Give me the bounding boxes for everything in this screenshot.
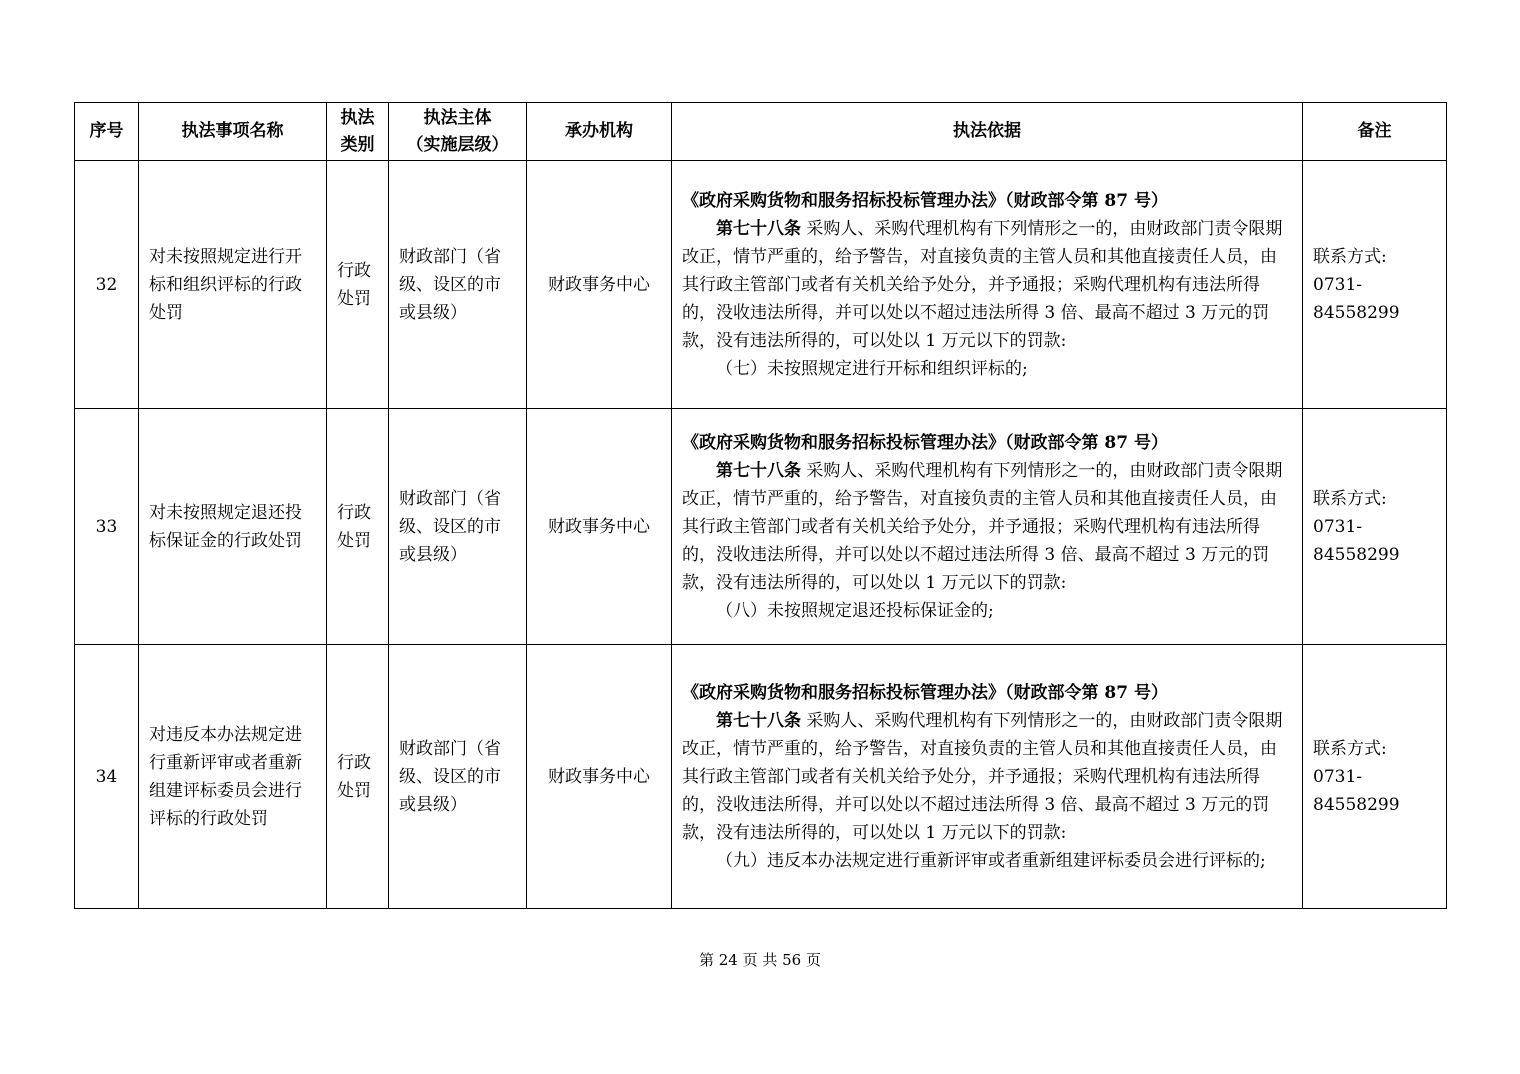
row-agency: 财政事务中心 (527, 161, 672, 409)
row-no: 32 (75, 161, 139, 409)
row-remark (1303, 645, 1447, 909)
row-no: 33 (75, 409, 139, 645)
table-row (75, 161, 1447, 409)
article-paragraph (682, 215, 1292, 355)
article-number: 第七十八条 (716, 218, 801, 239)
row-name: 对违反本办法规定进行重新评审或者重新组建评标委员会进行评标的行政处罚 (139, 645, 327, 909)
row-subject: 财政部门（省级、设区的市或县级） (389, 161, 527, 409)
article-item: （七）未按照规定进行开标和组织评标的; (716, 358, 1028, 379)
table-row (75, 409, 1447, 645)
row-subject: 财政部门（省级、设区的市或县级） (389, 645, 527, 909)
remark-phone: 0731-84558299 (1313, 274, 1400, 323)
row-agency: 财政事务中心 (527, 645, 672, 909)
header-row (75, 103, 1447, 161)
header-name: 执法事项名称 (139, 103, 327, 161)
article-text: 采购人、采购代理机构有下列情形之一的，由财政部门责令限期改正，情节严重的，给予警告，对直接负责的主管人员和其他直接责任人员，由其行政主管部门或者有关机关给予处分，并予通报；采购代理机构有违法所得的，没收违法所得，并可以处以不超过违法所得 3 倍、最高不超过 3 万元的罚款，没有违法所得的，可以处以 1 万元以下的罚款: (682, 460, 1283, 593)
remark-phone: 0731-84558299 (1313, 516, 1400, 565)
remark-label: 联系方式: (1313, 488, 1387, 509)
article-item: （九）违反本办法规定进行重新评审或者重新组建评标委员会进行评标的; (716, 850, 1266, 871)
article-text: 采购人、采购代理机构有下列情形之一的，由财政部门责令限期改正，情节严重的，给予警告，对直接负责的主管人员和其他直接责任人员，由其行政主管部门或者有关机关给予处分，并予通报；采购代理机构有违法所得的，没收违法所得，并可以处以不超过违法所得 3 倍、最高不超过 3 万元的罚款，没有违法所得的，可以处以 1 万元以下的罚款: (682, 710, 1283, 843)
page-footer: 第 24 页 共 56 页 (698, 951, 821, 969)
row-remark (1303, 409, 1447, 645)
header-basis: 执法依据 (672, 103, 1303, 161)
article-item: （八）未按照规定退还投标保证金的; (716, 600, 994, 621)
law-title: 《政府采购货物和服务招标投标管理办法》（财政部令第 87 号） (682, 190, 1168, 211)
remark-label: 联系方式: (1313, 246, 1387, 267)
row-basis (672, 645, 1303, 909)
row-basis (672, 161, 1303, 409)
row-name: 对未按照规定退还投标保证金的行政处罚 (139, 409, 327, 645)
remark-phone: 0731-84558299 (1313, 766, 1400, 815)
remark-label: 联系方式: (1313, 738, 1387, 759)
header-agency: 承办机构 (527, 103, 672, 161)
article-paragraph (682, 707, 1292, 847)
row-remark (1303, 161, 1447, 409)
article-number: 第七十八条 (716, 710, 801, 731)
law-title: 《政府采购货物和服务招标投标管理办法》（财政部令第 87 号） (682, 432, 1168, 453)
header-no: 序号 (75, 103, 139, 161)
row-no: 34 (75, 645, 139, 909)
header-type-line1: 执法 (340, 107, 375, 128)
header-type (327, 103, 389, 161)
header-subject (389, 103, 527, 161)
row-basis (672, 409, 1303, 645)
law-title: 《政府采购货物和服务招标投标管理办法》（财政部令第 87 号） (682, 682, 1168, 703)
row-type: 行政处罚 (327, 409, 389, 645)
row-subject: 财政部门（省级、设区的市或县级） (389, 409, 527, 645)
table-row (75, 645, 1447, 909)
article-text: 采购人、采购代理机构有下列情形之一的，由财政部门责令限期改正，情节严重的，给予警告，对直接负责的主管人员和其他直接责任人员，由其行政主管部门或者有关机关给予处分，并予通报；采购代理机构有违法所得的，没收违法所得，并可以处以不超过违法所得 3 倍、最高不超过 3 万元的罚款，没有违法所得的，可以处以 1 万元以下的罚款: (682, 218, 1283, 351)
header-type-line2: 类别 (340, 134, 375, 155)
article-paragraph (682, 457, 1292, 597)
row-agency: 财政事务中心 (527, 409, 672, 645)
row-name: 对未按照规定进行开标和组织评标的行政处罚 (139, 161, 327, 409)
header-subject-line2: （实施层级） (406, 134, 509, 155)
header-subject-line1: 执法主体 (423, 107, 492, 128)
article-number: 第七十八条 (716, 460, 801, 481)
row-type: 行政处罚 (327, 645, 389, 909)
enforcement-table (74, 102, 1447, 909)
row-type: 行政处罚 (327, 161, 389, 409)
header-remark: 备注 (1303, 103, 1447, 161)
